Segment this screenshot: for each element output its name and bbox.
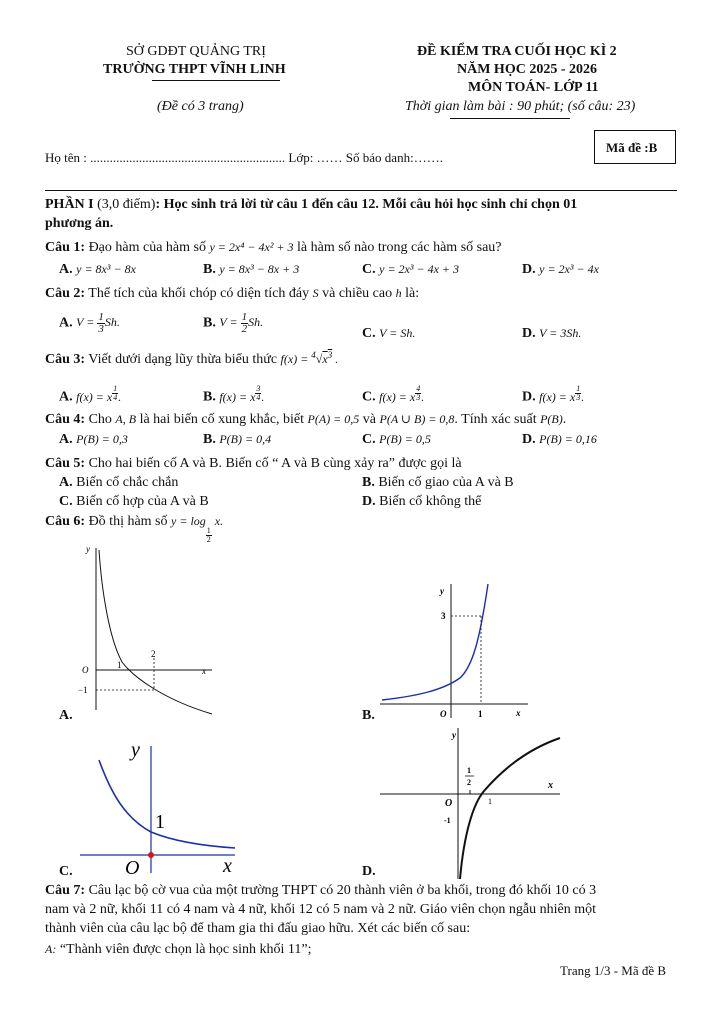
question-1: Câu 1: Đạo hàm của hàm số y = 2x⁴ − 4x² + 3 là hàm số nào trong các hàm số sau? bbox=[45, 240, 502, 255]
q4-option-d: D. P(B) = 0,16 bbox=[522, 432, 597, 447]
graph-b-origin: O bbox=[440, 709, 447, 719]
q6-option-d: D. bbox=[362, 864, 376, 879]
graph-d-tick-half-num: 1 bbox=[467, 766, 471, 775]
student-info-line: Họ tên : ............................................................ Lớp: …… Số báo danh:……. bbox=[45, 150, 443, 165]
graph-a-tick-1: 1 bbox=[117, 660, 122, 670]
graph-b-tick-1: 1 bbox=[478, 709, 483, 719]
graph-d-origin: O bbox=[445, 798, 453, 809]
page-footer: Trang 1/3 - Mã đề B bbox=[560, 963, 667, 978]
graph-c-origin: O bbox=[125, 857, 140, 878]
graph-c-tick-1: 1 bbox=[155, 811, 165, 833]
graph-c-origin-point bbox=[148, 852, 154, 858]
graph-c-x-label: x bbox=[223, 855, 232, 877]
department-name: SỞ GDĐT QUẢNG TRỊ bbox=[126, 44, 266, 59]
graph-a-y-label: y bbox=[86, 544, 90, 554]
q6-option-a: A. bbox=[59, 708, 73, 723]
graph-a bbox=[70, 540, 220, 720]
q5-option-a: A. Biến cố chắc chắn bbox=[59, 475, 179, 490]
q4-option-b: B. P(B) = 0,4 bbox=[203, 432, 272, 447]
graph-d bbox=[378, 724, 568, 882]
q1-option-c: C. y = 2x³ − 4x + 3 bbox=[362, 262, 459, 277]
graph-d-tick-m1: -1 bbox=[444, 816, 451, 825]
exam-code-box bbox=[594, 130, 676, 164]
question-7-event-a: A: “Thành viên được chọn là học sinh khối 11”; bbox=[45, 942, 312, 957]
q6-option-c: C. bbox=[59, 864, 73, 879]
graph-a-origin: O bbox=[82, 665, 89, 675]
graph-d-tick-1: 1 bbox=[488, 797, 492, 806]
graph-c bbox=[75, 738, 245, 878]
q1-option-a: A. y = 8x³ − 8x bbox=[59, 262, 136, 277]
q3-option-b: B. f(x) = x $^{\frac{3}{4}}$ . bbox=[203, 384, 265, 405]
graph-c-curve bbox=[99, 760, 235, 848]
q4-option-a: A. P(B) = 0,3 bbox=[59, 432, 128, 447]
q3-option-a: A. f(x) = x $^{\frac{1}{4}}$ . bbox=[59, 384, 122, 405]
exam-code: Mã đề :B bbox=[606, 140, 658, 155]
school-year: NĂM HỌC 2025 - 2026 bbox=[457, 62, 597, 77]
part1-heading: PHẦN I (3,0 điểm): Học sinh trả lời từ câu 1 đến câu 12. Mỗi câu hỏi học sinh chỉ chọn 01 bbox=[45, 197, 578, 212]
q5-option-c: C. Biến cố hợp của A và B bbox=[59, 494, 209, 509]
question-4: Câu 4: Cho A, B là hai biến cố xung khắc, biết P(A) = 0,5 và P(A ∪ B) = 0,8. Tính xác suất P(B). bbox=[45, 412, 567, 427]
q5-option-b: B. Biến cố giao của A và B bbox=[362, 475, 514, 490]
graph-d-curve bbox=[460, 738, 560, 879]
question-7: Câu 7: Câu lạc bộ cờ vua của một trường THPT có 20 thành viên ở ba khối, trong đó khối 10 có 3 bbox=[45, 883, 597, 898]
q2-option-b: B. V = $\frac{1}{2}$ Sh. bbox=[203, 311, 264, 335]
graph-a-curve bbox=[99, 550, 212, 714]
graph-d-x-label: x bbox=[548, 780, 553, 791]
school-name: TRƯỜNG THPT VĨNH LINH bbox=[103, 62, 286, 77]
graph-b-curve bbox=[382, 584, 488, 700]
graph-b bbox=[378, 578, 538, 723]
q2-option-c: C. V = Sh. bbox=[362, 326, 416, 341]
q2-option-a: A. V = $\frac{1}{3}$ Sh. bbox=[59, 311, 120, 335]
exam-title: ĐỀ KIỂM TRA CUỐI HỌC KÌ 2 bbox=[417, 44, 617, 59]
question-2: Câu 2: Thể tích của khối chóp có diện tích đáy S và chiều cao h là: bbox=[45, 286, 420, 301]
graph-c-y-label: y bbox=[131, 739, 140, 761]
question-7-line3: thành viên của câu lạc bộ để tham gia thi đấu giao hữu. Xét các biến cố sau: bbox=[45, 921, 471, 936]
q6-option-b: B. bbox=[362, 708, 375, 723]
graph-b-x-label: x bbox=[516, 708, 521, 718]
graph-a-tick-m1: −1 bbox=[78, 685, 88, 695]
graph-a-x-label: x bbox=[202, 666, 206, 676]
graph-d-tick-half-den: 2 bbox=[467, 778, 471, 787]
q5-option-d: D. Biến cố không thể bbox=[362, 494, 482, 509]
q2-option-d: D. V = 3Sh. bbox=[522, 326, 582, 341]
q3-option-d: D. f(x) = x $^{\frac{1}{3}}$ . bbox=[522, 384, 585, 405]
page-count-note: (Đề có 3 trang) bbox=[157, 99, 244, 114]
graph-b-tick-3: 3 bbox=[441, 611, 446, 621]
part1-heading-cont: phương án. bbox=[45, 216, 114, 231]
subject-title: MÔN TOÁN- LỚP 11 bbox=[468, 80, 599, 95]
time-underline bbox=[450, 118, 570, 119]
q1-option-b: B. y = 8x³ − 8x + 3 bbox=[203, 262, 300, 277]
graph-b-y-label: y bbox=[440, 586, 444, 596]
graph-d-y-label: y bbox=[452, 730, 456, 740]
question-7-line2: nam và 2 nữ, khối 11 có 4 nam và 4 nữ, khối 12 có 5 nam và 2 nữ. Giáo viên chọn ngẫu nhiên một bbox=[45, 902, 597, 917]
q1-option-d: D. y = 2x³ − 4x bbox=[522, 262, 599, 277]
question-6: Câu 6: Đồ thị hàm số y = log $\frac{1}{2}$ x. bbox=[45, 514, 224, 544]
question-3: Câu 3: Viết dưới dạng lũy thừa biểu thức $f(x) = ^4√x^3$ . bbox=[45, 350, 339, 367]
question-5: Câu 5: Cho hai biến cố A và B. Biến cố “ A và B cùng xảy ra” được gọi là bbox=[45, 456, 462, 471]
separator-line bbox=[45, 190, 677, 191]
school-underline bbox=[152, 80, 280, 81]
q4-option-c: C. P(B) = 0,5 bbox=[362, 432, 431, 447]
time-note: Thời gian làm bài : 90 phút; (số câu: 23) bbox=[405, 99, 636, 114]
graph-a-tick-2: 2 bbox=[151, 649, 156, 659]
q3-option-c: C. f(x) = x $^{\frac{4}{3}}$ . bbox=[362, 384, 425, 405]
